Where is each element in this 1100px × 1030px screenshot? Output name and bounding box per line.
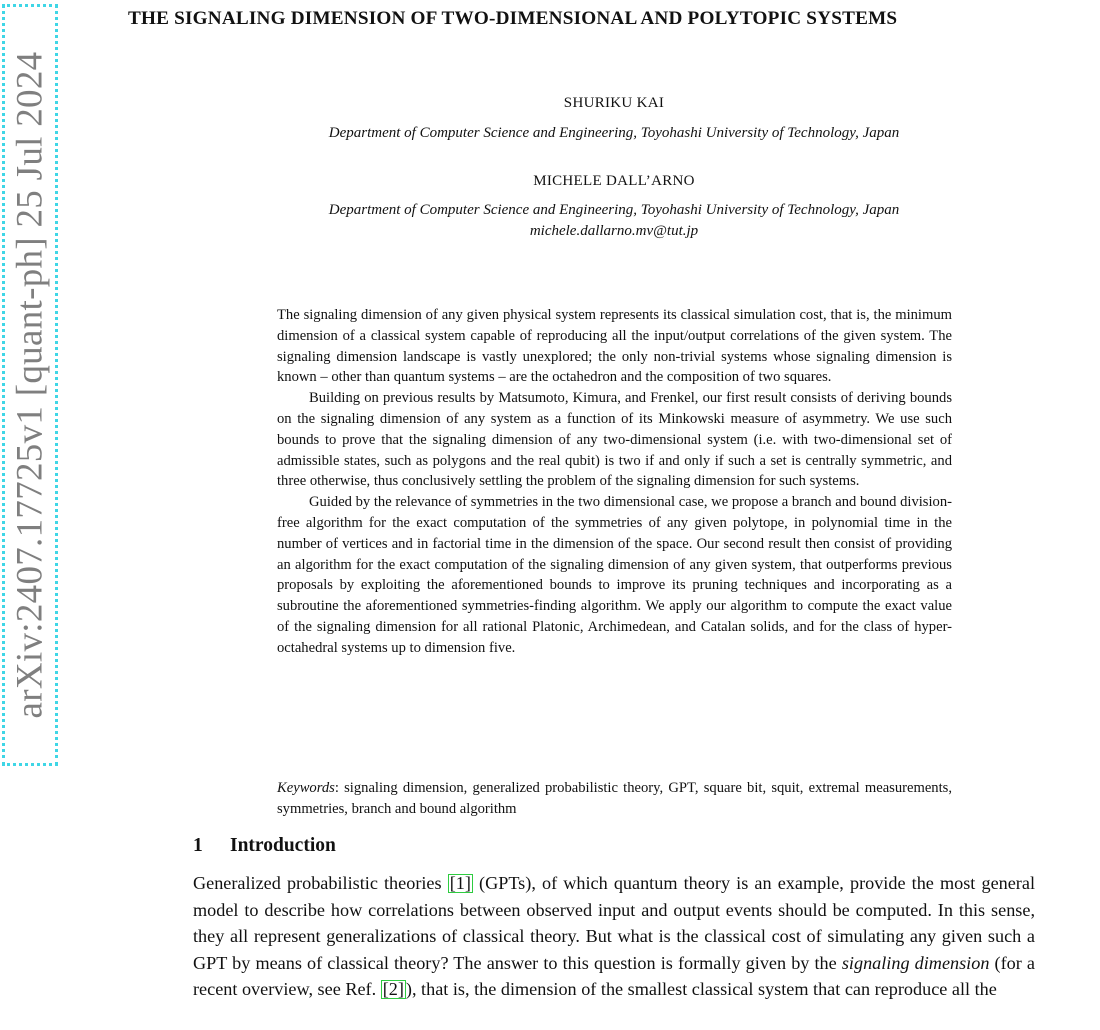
intro-text: Generalized probabilistic theories xyxy=(193,873,448,893)
intro-text: ), that is, the dimension of the smallest classical system that can reproduce all the xyxy=(405,979,997,1000)
intro-paragraph xyxy=(193,870,1035,1003)
section-heading xyxy=(193,835,336,857)
keywords xyxy=(277,778,952,820)
abstract xyxy=(277,305,952,659)
emphasized-term: signaling dimension xyxy=(841,952,990,973)
citation-link[interactable]: [2] xyxy=(382,979,404,1000)
section-number: 1 xyxy=(193,835,203,856)
intro-text: (GPTs), of which quantum theory is an example, provide the most general model to describe how correlations between observed input and output events should be computed. In this sense, they all represent generalizations of classical theory. But what is the classical cost of simulating any given such a GPT by means of classical theory? The answer to this question is formally given by the xyxy=(193,873,1035,973)
section-title: Introduction xyxy=(230,835,336,856)
abstract-paragraph: Building on previous results by Matsumoto, Kimura, and Frenkel, our first result consists of deriving bounds on the signaling dimension of any system as a function of its Minkowski measure of asymmetry. We use such bounds to prove that the signaling dimension of any two-dimensional system (i.e. with two-dimensional set of admissible states, such as polygons and the real qubit) is two if and only if such a set is centrally symmetric, and three otherwise, thus conclusively settling the problem of the signaling dimension for such systems. xyxy=(277,390,952,490)
paper-title: THE SIGNALING DIMENSION OF TWO-DIMENSIONAL AND POLYTOPIC SYSTEMS xyxy=(128,8,898,29)
intro-text: (for a recent overview, see Ref. xyxy=(193,952,1035,1000)
author-affiliation: Department of Computer Science and Engineering, Toyohashi University of Technology, Japan xyxy=(328,202,900,218)
arxiv-identifier: arXiv:2407.17725v1 [quant-ph] 25 Jul 2024 xyxy=(9,51,51,719)
author-email: michele.dallarno.mv@tut.jp xyxy=(529,223,699,239)
citation-link[interactable]: [1] xyxy=(449,873,471,893)
keywords-label: Keywords xyxy=(277,780,335,796)
abstract-paragraph: The signaling dimension of any given physical system represents its classical simulation cost, that is, the minimum dimension of a classical system capable of reproducing all the input/output correlations of the given system. The signaling dimension landscape is vastly unexplored; the only non-trivial systems whose signaling dimension is known – other than quantum systems – are the octahedron and the composition of two squares. xyxy=(277,307,952,386)
author-name: SHURIKU KAI xyxy=(563,95,665,111)
arxiv-stamp xyxy=(2,4,58,766)
keywords-text: : signaling dimension, generalized probabilistic theory, GPT, square bit, squit, extremal measurements, symmetries, branch and bound algorithm xyxy=(277,780,952,817)
abstract-paragraph: Guided by the relevance of symmetries in the two dimensional case, we propose a branch and bound division-free algorithm for the exact computation of the symmetries of any given polytope, in polynomial time in the number of vertices and in factorial time in the dimension of the space. Our second result then consist of providing an algorithm for the exact computation of the signaling dimension of any given system, that outperforms previous proposals by exploiting the aforementioned bounds to improve its pruning techniques and incorporating as a subroutine the aforementioned symmetries-finding algorithm. We apply our algorithm to compute the exact value of the signaling dimension for all rational Platonic, Archimedean, and Catalan solids, and for the class of hyper-octahedral systems up to dimension five. xyxy=(277,494,952,656)
author-name: MICHELE DALL’ARNO xyxy=(533,173,695,189)
author-affiliation: Department of Computer Science and Engineering, Toyohashi University of Technology, Japan xyxy=(328,125,900,141)
